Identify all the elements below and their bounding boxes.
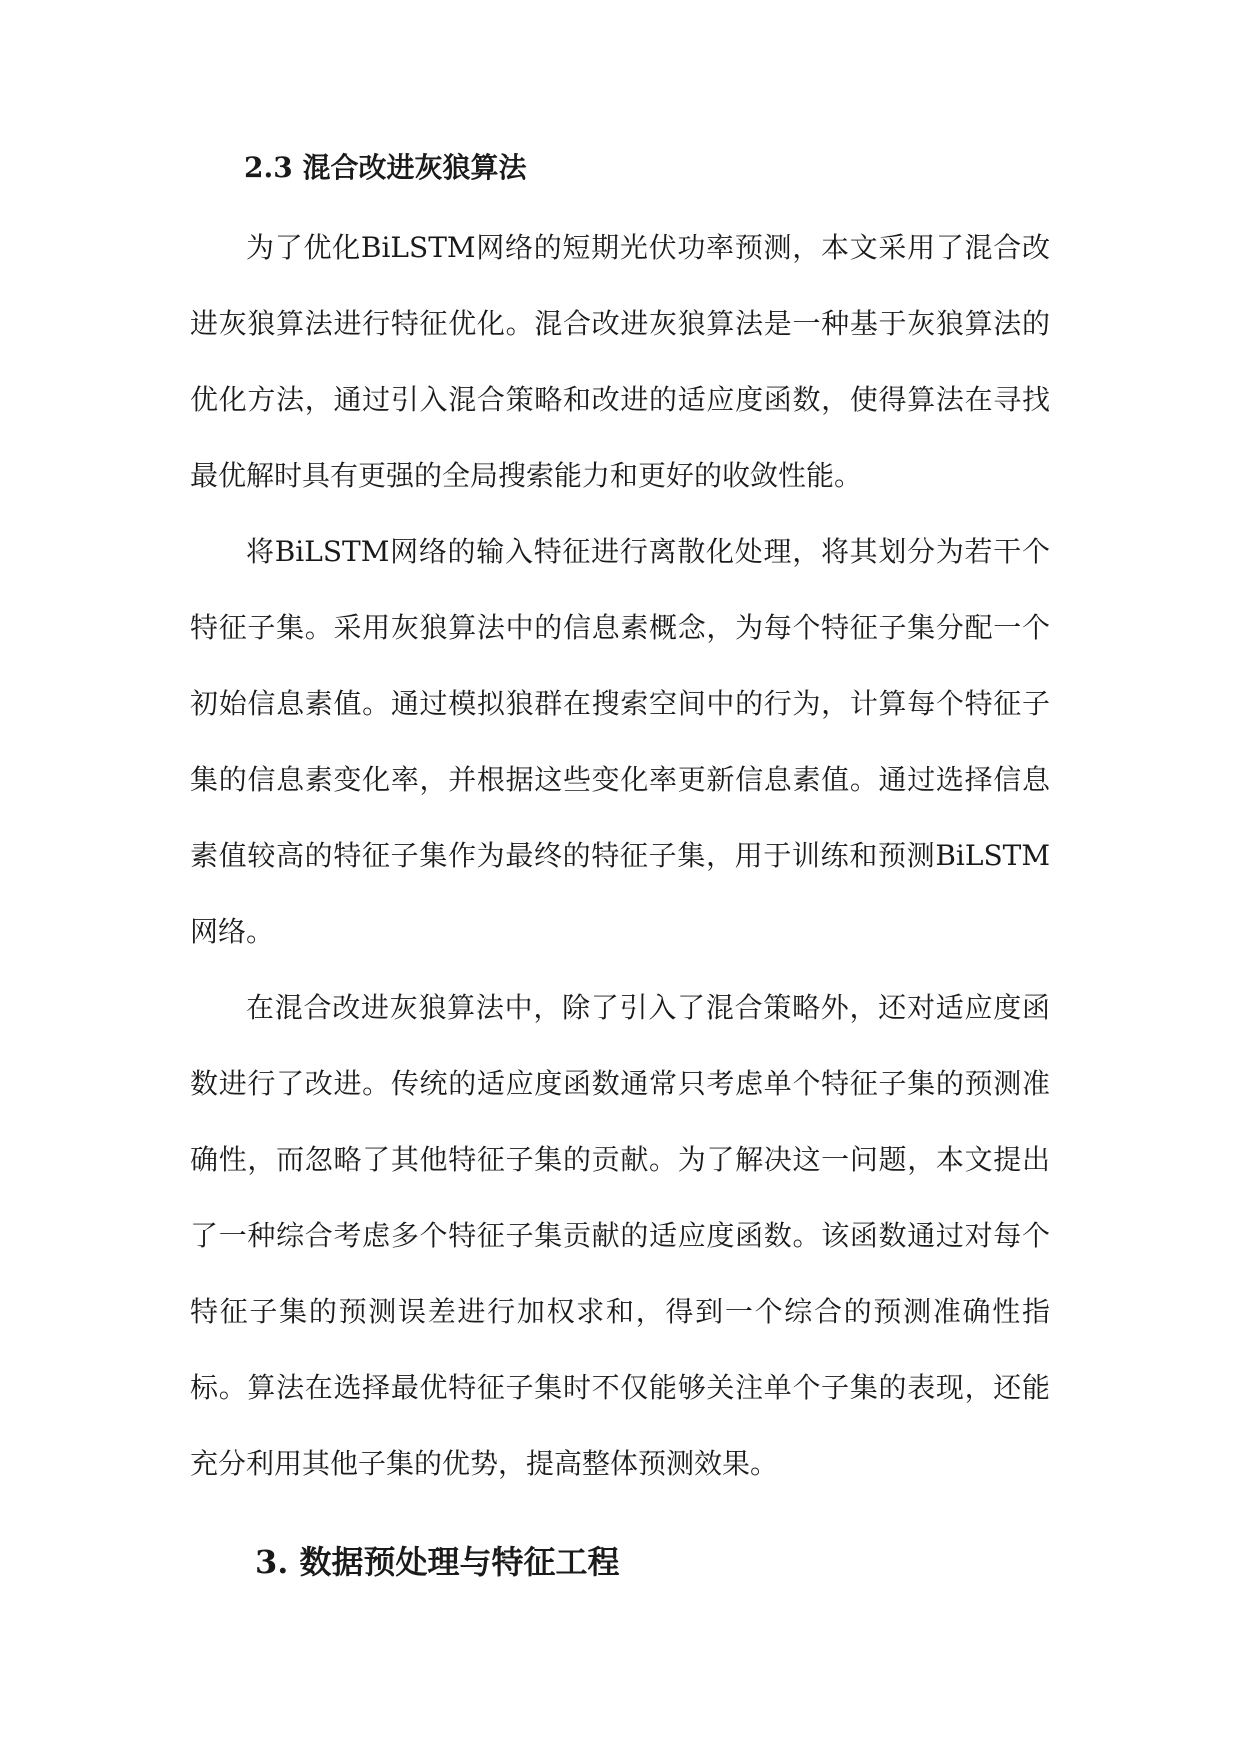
subsection-number: 2.3 <box>244 151 293 184</box>
paragraph-intro: 为了优化BiLSTM网络的短期光伏功率预测，本文采用了混合改进灰狼算法进行特征优化。混合改进灰狼算法是一种基于灰狼算法的优化方法，通过引入混合策略和改进的适应度函数，使得算法在寻找最优解时具有更强的全局搜索能力和更好的收敛性能。 <box>190 231 1050 492</box>
section-heading <box>255 1540 620 1584</box>
subsection-heading <box>244 148 526 188</box>
subsection-title: 混合改进灰狼算法 <box>302 151 527 184</box>
paragraph-fitness-function: 在混合改进灰狼算法中，除了引入了混合策略外，还对适应度函数进行了改进。传统的适应度函数通常只考虑单个特征子集的预测准确性，而忽略了其他特征子集的贡献。为了解决这一问题，本文提出了一种综合考虑多个特征子集贡献的适应度函数。该函数通过对每个特征子集的预测误差进行加权求和，得到一个综合的预测准确性指标。算法在选择最优特征子集时不仅能够关注单个子集的表现，还能充分利用其他子集的优势，提高整体预测效果。 <box>190 991 1050 1480</box>
section-title: 数据预处理与特征工程 <box>299 1543 620 1581</box>
paragraph-feature-subsets: 将BiLSTM网络的输入特征进行离散化处理，将其划分为若干个特征子集。采用灰狼算法中的信息素概念，为每个特征子集分配一个初始信息素值。通过模拟狼群在搜索空间中的行为，计算每个特征子集的信息素变化率，并根据这些变化率更新信息素值。通过选择信息素值较高的特征子集作为最终的特征子集，用于训练和预测BiLSTM网络。 <box>190 535 1050 948</box>
section-number: 3. <box>255 1543 289 1581</box>
